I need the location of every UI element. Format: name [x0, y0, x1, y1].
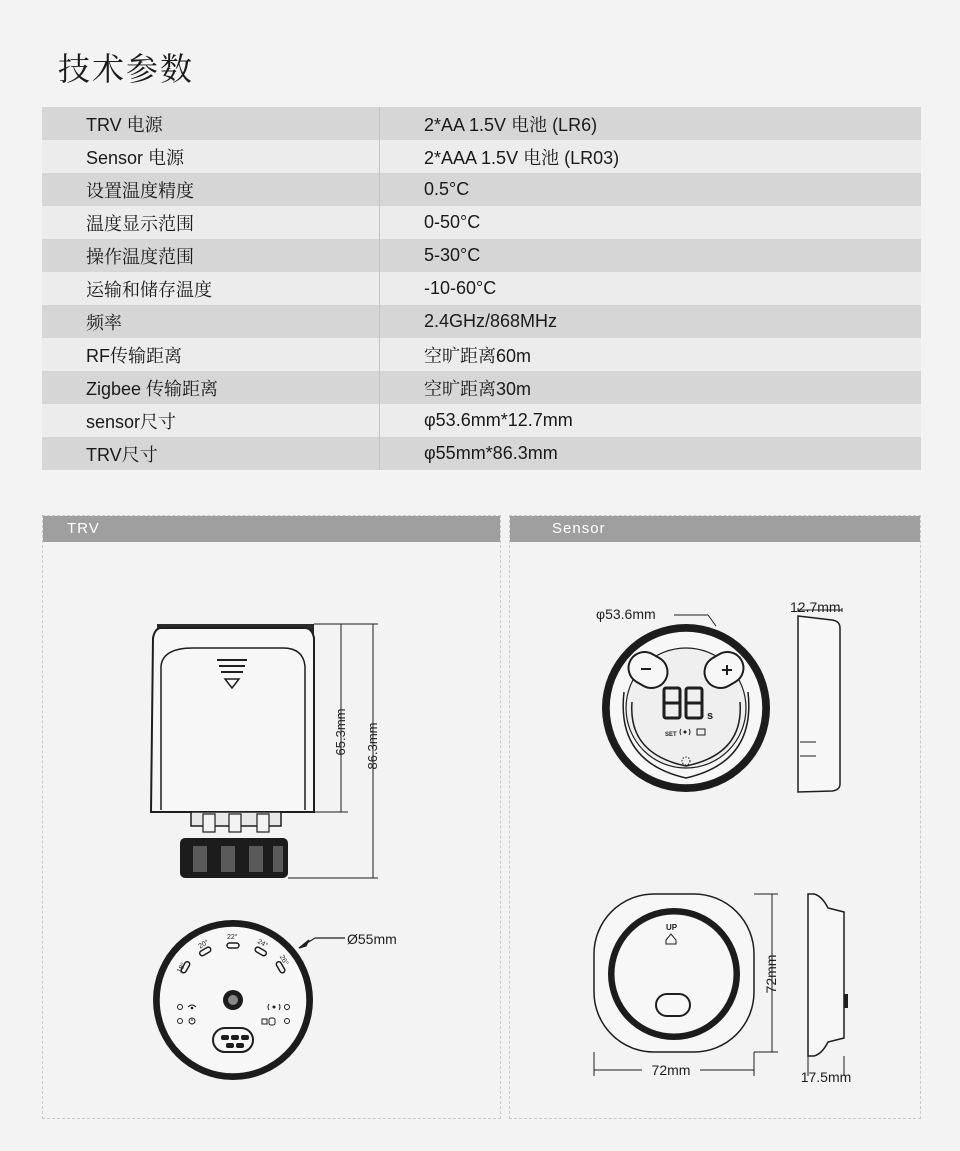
- dial-label-26: 26°: [277, 954, 290, 967]
- trv-dim-diameter-label: Ø55mm: [347, 931, 397, 947]
- page-title: 技术参数: [58, 50, 195, 88]
- spec-value: 空旷距离60m: [380, 338, 922, 371]
- trv-panel: [42, 515, 501, 1119]
- display-set-label: SET: [665, 732, 677, 738]
- trv-dim-total-label: 86.3mm: [365, 722, 380, 770]
- spec-value: 0.5°C: [380, 173, 922, 206]
- sensor-dim-diameter-label: φ53.6mm: [596, 606, 656, 622]
- spec-label: sensor尺寸: [42, 404, 380, 437]
- sensor-drawing: [510, 516, 920, 1118]
- spec-value: 5-30°C: [380, 239, 922, 272]
- spec-label: 运输和储存温度: [42, 272, 380, 305]
- base-height-label: 72mm: [763, 954, 779, 994]
- spec-label: TRV 电源: [42, 107, 380, 140]
- spec-row: [42, 107, 921, 140]
- spec-value: φ55mm*86.3mm: [380, 437, 922, 470]
- spec-value: 2*AA 1.5V 电池 (LR6): [380, 107, 922, 140]
- trv-diameter-leader: [299, 938, 345, 948]
- sensor-dim-thickness-label: 12.7mm: [790, 599, 841, 615]
- sensor-panel-header: Sensor: [510, 516, 920, 542]
- spec-row: [42, 272, 921, 305]
- spec-label: TRV尺寸: [42, 437, 380, 470]
- dial-label-24: 24°: [256, 938, 269, 950]
- spec-value: 0-50°C: [380, 206, 922, 239]
- trv-dim-body-label: 65.3mm: [333, 708, 348, 756]
- trv-panel-header: TRV: [43, 516, 500, 542]
- trv-drawing: [43, 516, 500, 1118]
- sensor-front-view: [602, 624, 770, 792]
- base-depth-label: 17.5mm: [800, 1069, 852, 1085]
- spec-label: 温度显示范围: [42, 206, 380, 239]
- spec-value: 空旷距离30m: [380, 371, 922, 404]
- spec-label: 操作温度范围: [42, 239, 380, 272]
- spec-row: [42, 140, 921, 173]
- spec-label: RF传输距离: [42, 338, 380, 371]
- dial-label-20: 20°: [197, 938, 211, 951]
- dial-label-22: 22°: [227, 934, 238, 941]
- spec-row: [42, 371, 921, 404]
- spec-row: [42, 437, 921, 470]
- sensor-panel: [509, 515, 921, 1119]
- trv-top-view: [153, 920, 313, 1080]
- spec-value: 2.4GHz/868MHz: [380, 305, 922, 338]
- spec-label: Zigbee 传输距离: [42, 371, 380, 404]
- dial-label-18: 18°: [176, 961, 188, 975]
- spec-label: 设置温度精度: [42, 173, 380, 206]
- spec-row: [42, 173, 921, 206]
- spec-row: [42, 206, 921, 239]
- spec-value: 2*AAA 1.5V 电池 (LR03): [380, 140, 922, 173]
- sensor-base-front-view: [594, 894, 754, 1052]
- spec-table: [42, 107, 921, 470]
- spec-value: -10-60°C: [380, 272, 922, 305]
- base-width-label: 72mm: [651, 1062, 691, 1078]
- spec-row: [42, 338, 921, 371]
- spec-label: 频率: [42, 305, 380, 338]
- up-label: UP: [666, 923, 678, 932]
- sensor-base-side-view: [808, 894, 848, 1056]
- spec-row: [42, 404, 921, 437]
- spec-row: [42, 305, 921, 338]
- display-unit: s: [707, 710, 714, 722]
- spec-value: φ53.6mm*12.7mm: [380, 404, 922, 437]
- sensor-side-view: [798, 616, 840, 792]
- spec-label: Sensor 电源: [42, 140, 380, 173]
- spec-row: [42, 239, 921, 272]
- trv-front-view: [151, 624, 314, 878]
